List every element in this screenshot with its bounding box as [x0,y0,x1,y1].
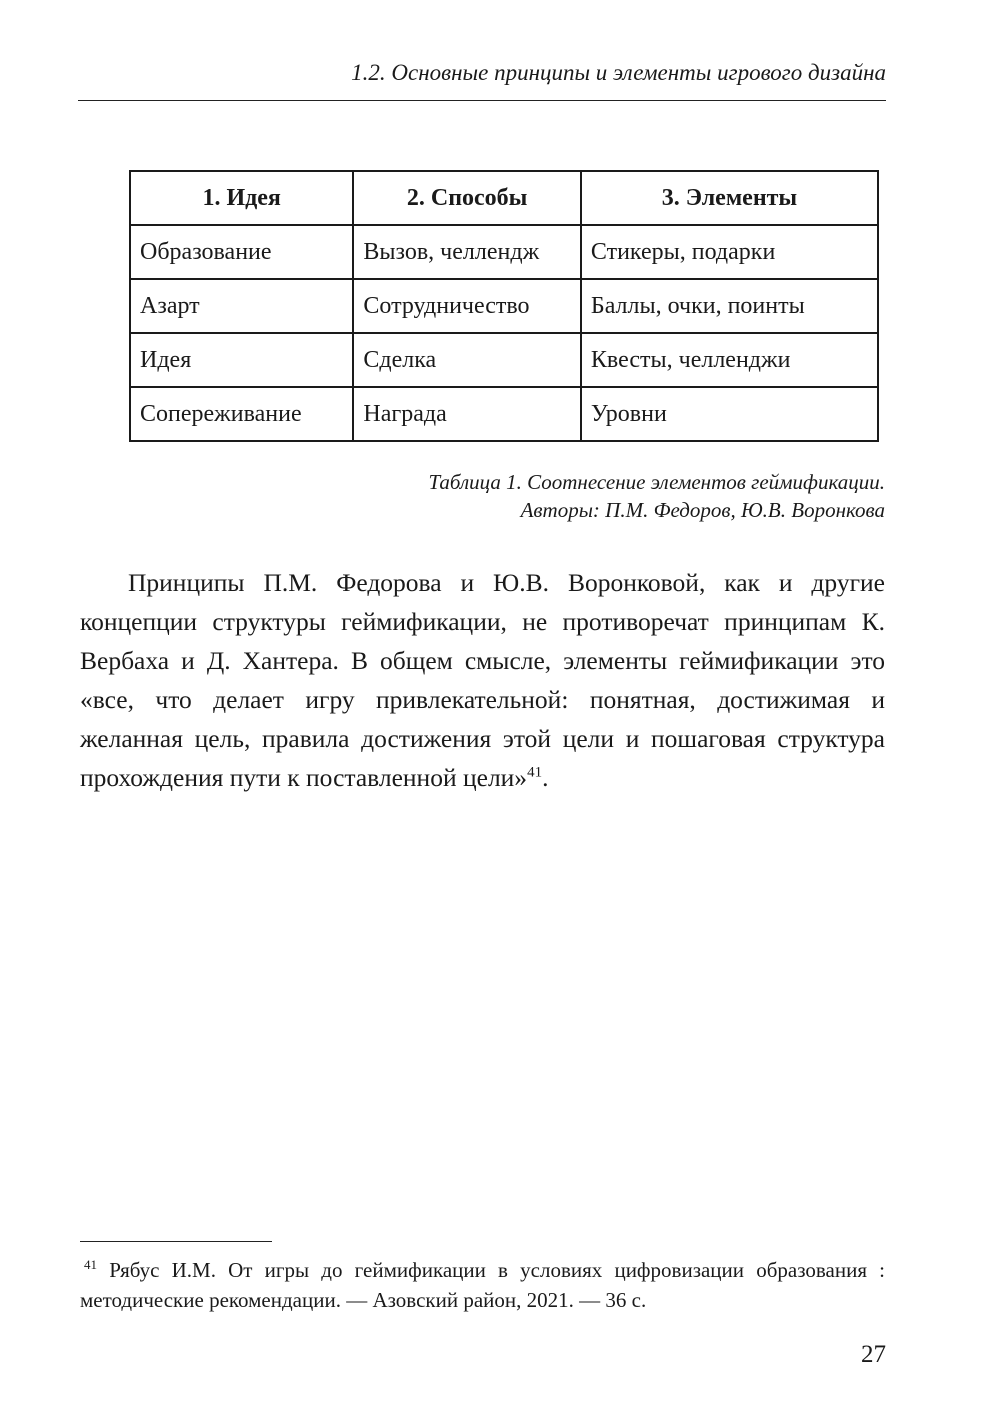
table-header-cell: 1. Идея [130,171,353,225]
body-paragraph [80,563,885,797]
page-number: 27 [861,1341,886,1368]
table-cell: Сопереживание [130,387,353,441]
table-header-cell: 3. Элементы [581,171,878,225]
table-cell: Уровни [581,387,878,441]
table-row [130,225,878,279]
footnote-rule [80,1241,272,1242]
header-rule [78,100,886,101]
table-cell: Азарт [130,279,353,333]
footnote-reference[interactable]: 41 [527,764,543,781]
table-cell: Награда [353,387,581,441]
table-cell: Квесты, челленджи [581,333,878,387]
table-row [130,279,878,333]
paragraph-text: Принципы П.М. Федорова и Ю.В. Воронковой, как и другие концепции структуры геймификации, не противоречат принципам К. Вербаха и Д. Хантера. В общем смысле, элементы геймификации это «все, что делает игру привлекательной: понятная, достижимая и желанная цель, правила достижения этой цели и пошаговая структура прохождения пути к поставленной цели» [80,568,885,792]
table-cell: Вызов, челлендж [353,225,581,279]
table-cell: Идея [130,333,353,387]
table-cell: Сделка [353,333,581,387]
table-caption [129,468,885,524]
table-cell: Сотрудничество [353,279,581,333]
table-row [130,387,878,441]
table-header-row [130,171,878,225]
table-cell: Баллы, очки, поинты [581,279,878,333]
caption-authors: Авторы: П.М. Федоров, Ю.В. Воронкова [520,498,885,522]
footnote-number: 41 [84,1257,97,1272]
paragraph-end: . [542,763,549,792]
running-header: 1.2. Основные принципы и элементы игрового дизайна [351,60,886,85]
footnote-text: Рябус И.М. От игры до геймификации в условиях цифровизации образования : методические рекомендации. — Азовский район, 2021. — 36 с. [80,1258,885,1312]
footnote [80,1255,885,1315]
gamification-table [129,170,879,442]
table-row [130,333,878,387]
table-cell: Стикеры, подарки [581,225,878,279]
table-cell: Образование [130,225,353,279]
caption-title: Таблица 1. Соотнесение элементов геймификации. [428,470,885,494]
table-header-cell: 2. Способы [353,171,581,225]
